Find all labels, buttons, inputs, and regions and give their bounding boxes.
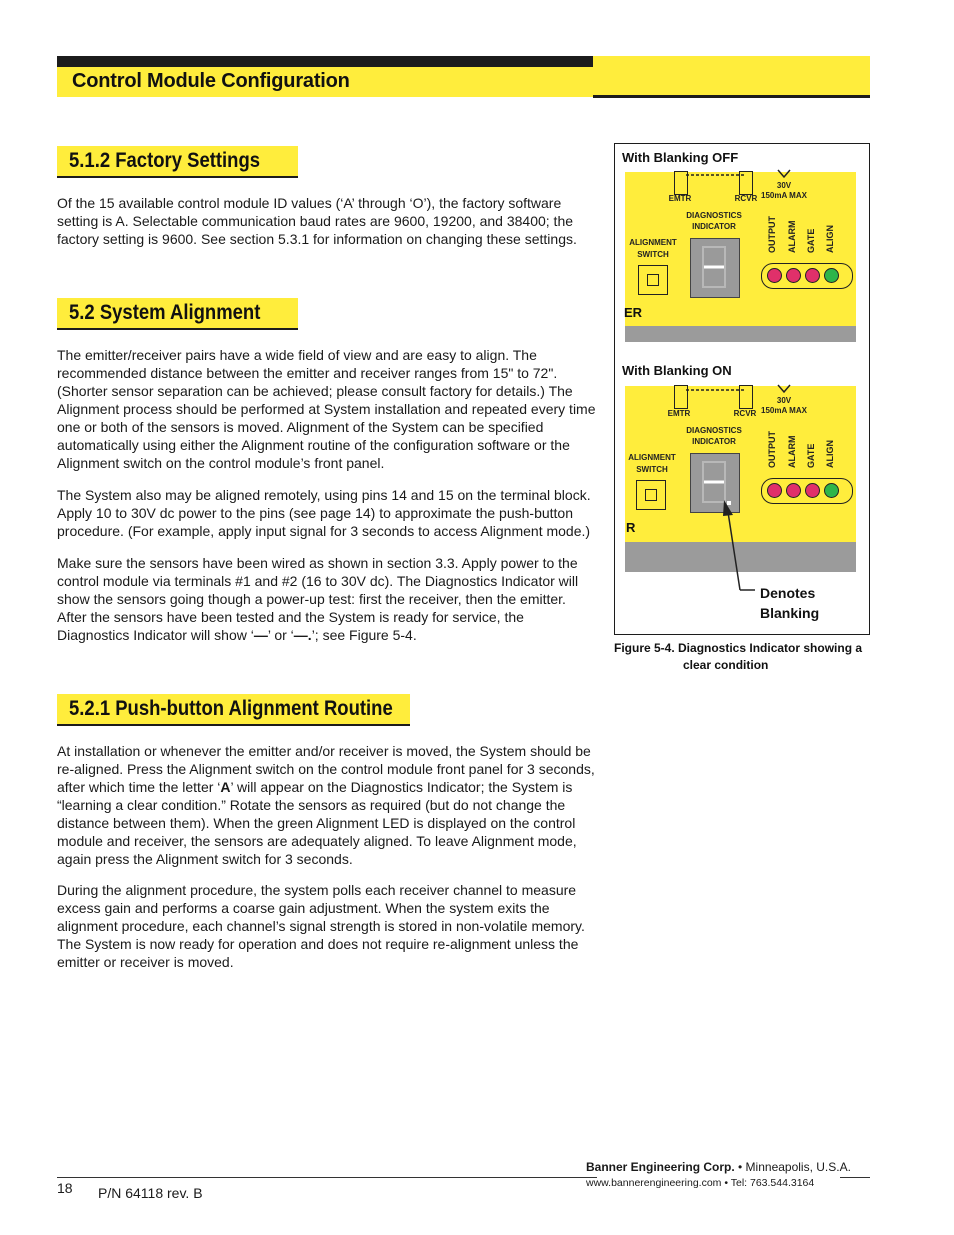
footer-company: Banner Engineering Corp. • Minneapolis, U.S.A.	[586, 1160, 851, 1174]
alarm-label: ALARM	[787, 435, 797, 468]
rcvr-label: RCVR	[734, 194, 758, 203]
power-rating-label: 150mA MAX	[761, 191, 807, 200]
alignment-switch-label-2: SWITCH	[636, 465, 668, 474]
gate-label: GATE	[806, 228, 816, 253]
caption-line-1: Figure 5-4. Diagnostics Indicator showing a	[614, 641, 863, 655]
alignment-switch-label: ALIGNMENT	[628, 453, 676, 462]
page-number: 18	[57, 1180, 73, 1196]
denotes-label: Denotes	[760, 585, 816, 601]
footer-contact: www.bannerengineering.com • Tel: 763.544.3164	[586, 1177, 815, 1189]
label-blanking-off: With Blanking OFF	[622, 150, 739, 165]
section-heading-text: 5.2.1 Push-button Alignment Routine	[69, 697, 393, 720]
output-label: OUTPUT	[767, 216, 777, 253]
diagnostics-label-2: INDICATOR	[692, 437, 736, 446]
power-label: 30V	[776, 181, 792, 190]
paragraph-alignment-2: The System also may be aligned remotely, using pins 14 and 15 on the terminal block. Apply 10 to 30V dc power to the pins (see page 14) to approximate the push-button procedure. (For example, apply input signal for 3 seconds to access Alignment mode.)	[57, 487, 591, 539]
paragraph-alignment-3: Make sure the sensors have been wired as shown in section 3.3. Apply power to the control module via terminals #1 and #2 (16 to 30V dc). The Diagnostics Indicator will show the sensors going though a power-up test: first the receiver, then the emitter. After the sensors have been tested and the System is ready for service, the Diagnostics Indicator will show ‘—’ or ‘—.’; see Figure 5-4.	[57, 555, 579, 643]
paragraph-factory-settings: Of the 15 available control module ID values (‘A’ through ‘O’), the factory software setting is A. Selectable communication baud rates are 9600, 19200, and 38400; the factory setting is 9600. See section 5.3.1 for information on changing these settings.	[57, 195, 577, 247]
part-number: P/N 64118 rev. B	[98, 1185, 203, 1201]
alignment-switch-label-2: SWITCH	[637, 250, 669, 259]
footer-rule-right	[840, 1177, 870, 1178]
label-blanking-on: With Blanking ON	[622, 363, 732, 378]
diagnostics-label: DIAGNOSTICS	[686, 426, 742, 435]
page-title: Control Module Configuration	[72, 70, 350, 92]
alarm-label: ALARM	[787, 220, 797, 253]
figure-caption	[614, 640, 862, 674]
align-label: ALIGN	[825, 225, 835, 253]
power-rating-label: 150mA MAX	[761, 406, 807, 415]
output-label: OUTPUT	[767, 431, 777, 468]
diagnostics-label: DIAGNOSTICS	[686, 211, 742, 220]
emtr-label: EMTR	[668, 194, 692, 203]
caption-line-2: clear condition	[683, 658, 769, 672]
panel-side-letter: R	[626, 520, 636, 535]
power-label: 30V	[776, 396, 792, 405]
section-heading-text: 5.1.2 Factory Settings	[69, 149, 261, 172]
footer-rule	[57, 1177, 597, 1178]
paragraph-alignment-1: The emitter/receiver pairs have a wide field of view and are easy to align. The recommended distance between the emitter and receiver ranges from 15" to 72". (Shorter sensor separation can be achieved; please consult factory for details.) The Alignment process should be performed at System installation and repeated every time one or both of the sensors is moved. Alignment of the System can be specified automatically using either the Alignment routine of the configuration software or the Alignment switch on the control module’s front panel.	[57, 347, 596, 471]
alignment-switch-label: ALIGNMENT	[629, 238, 677, 247]
rcvr-label: RCVR	[733, 409, 757, 418]
section-heading-text: 5.2 System Alignment	[69, 301, 261, 324]
paragraph-push-1: At installation or whenever the emitter and/or receiver is moved, the System should be re-aligned. Press the Alignment switch on the control module front panel for 3 seconds, after which time the letter ‘A’ will appear on the Diagnostics Indicator; the System is “learning a clear condition.” Rotate the sensors as required (but do not change the distance between them). When the green Alignment LED is displayed on the control module and receiver, the sensors are adequately aligned. To leave Alignment mode, again press the Alignment switch for 3 seconds.	[57, 743, 595, 867]
blanking-label: Blanking	[760, 605, 820, 621]
paragraph-push-2: During the alignment procedure, the system polls each receiver channel to measure excess gain and performs a coarse gain adjustment. When the system exits the alignment procedure, each channel’s signal strength is stored in non-volatile memory. The System is now ready for operation and does not require re-alignment unless the emitter or receiver is moved.	[57, 882, 585, 970]
gate-label: GATE	[806, 443, 816, 468]
diagnostics-label-2: INDICATOR	[692, 222, 736, 231]
panel-side-letter: ER	[624, 305, 643, 320]
align-label: ALIGN	[825, 440, 835, 468]
emtr-label: EMTR	[667, 409, 691, 418]
